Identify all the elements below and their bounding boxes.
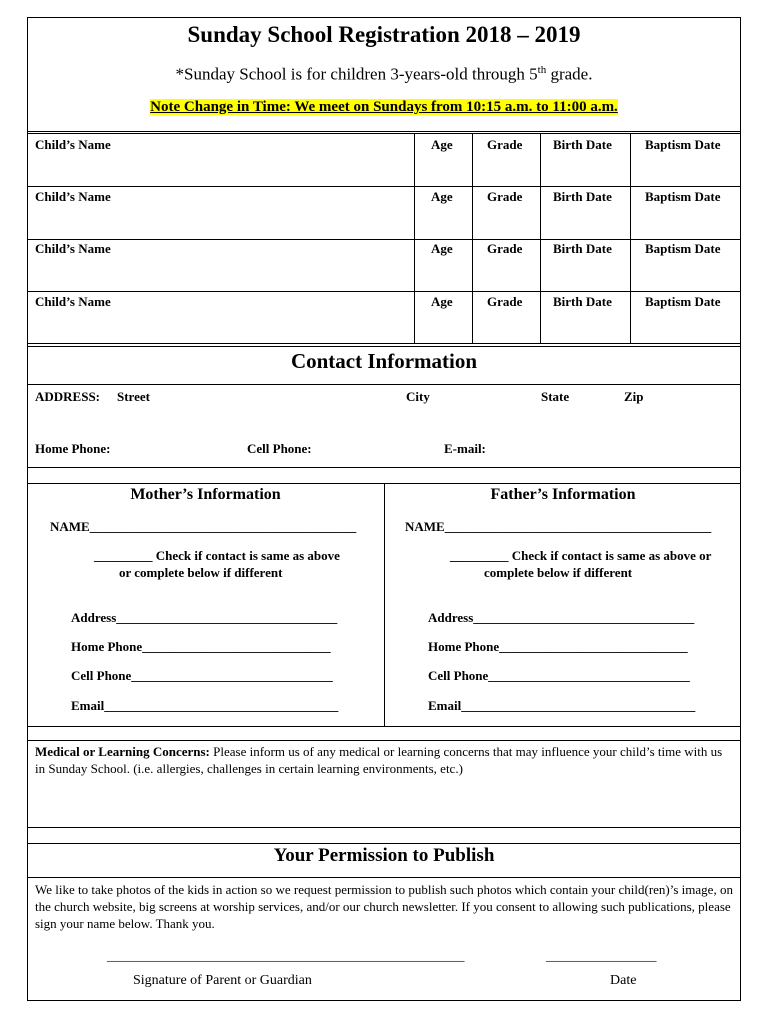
father-section-title: Father’s Information [490, 486, 636, 503]
mother-address-field[interactable]: Address__________________________________ [71, 610, 338, 625]
home-phone-field[interactable]: Home Phone: [35, 441, 111, 456]
child-grade-field[interactable]: Grade [487, 137, 523, 152]
permission-section-title: Your Permission to Publish [273, 845, 495, 866]
medical-concerns-text[interactable]: Medical or Learning Concerns: Please inform us of any medical or learning concerns that may influence your child’s time with us in Sunday School. (i.e. allergies, challenges in certain learning environments, etc.) [35, 744, 723, 776]
state-field[interactable]: State [541, 389, 570, 404]
mother-home-phone-field[interactable]: Home Phone_____________________________ [71, 639, 331, 654]
signature-line[interactable]: _______________________________________________________ [107, 948, 465, 963]
zip-field[interactable]: Zip [624, 389, 644, 404]
father-check-note: complete below if different [484, 565, 633, 580]
child-birth-date-field[interactable]: Birth Date [553, 137, 612, 152]
time-change-note: Note Change in Time: We meet on Sundays from 10:15 a.m. to 11:00 a.m. [150, 99, 618, 115]
child-birth-date-field[interactable]: Birth Date [553, 241, 612, 256]
child-age-field[interactable]: Age [431, 137, 453, 152]
child-birth-date-field[interactable]: Birth Date [553, 294, 612, 309]
mother-section-title: Mother’s Information [130, 486, 281, 503]
child-grade-field[interactable]: Grade [487, 189, 523, 204]
mother-cell-phone-field[interactable]: Cell Phone_______________________________ [71, 668, 333, 683]
mother-name-field[interactable]: NAME_________________________________________ [50, 519, 357, 534]
mother-same-contact-check[interactable]: _________ Check if contact is same as above [94, 548, 340, 563]
child-baptism-date-field[interactable]: Baptism Date [645, 241, 721, 256]
child-baptism-date-field[interactable]: Baptism Date [645, 294, 721, 309]
father-same-contact-check[interactable]: _________ Check if contact is same as above or [450, 548, 712, 563]
father-cell-phone-field[interactable]: Cell Phone_______________________________ [428, 668, 690, 683]
date-line[interactable]: _________________ [546, 948, 657, 963]
signature-label: Signature of Parent or Guardian [133, 973, 312, 988]
child-grade-field[interactable]: Grade [487, 241, 523, 256]
father-address-field[interactable]: Address__________________________________ [428, 610, 695, 625]
form-title: Sunday School Registration 2018 – 2019 [187, 22, 581, 47]
child-name-field[interactable]: Child’s Name [35, 294, 111, 309]
child-name-field[interactable]: Child’s Name [35, 241, 111, 256]
child-age-field[interactable]: Age [431, 241, 453, 256]
father-home-phone-field[interactable]: Home Phone_____________________________ [428, 639, 688, 654]
permission-text: We like to take photos of the kids in action so we request permission to publish such photos which contain your child(ren)’s image, on the church website, big screens at worship services, and/or our church newsletter. If you consent to allowing such publications, please sign your name below. Thank you. [35, 882, 733, 931]
cell-phone-field[interactable]: Cell Phone: [247, 441, 312, 456]
date-label: Date [610, 973, 637, 988]
contact-section-title: Contact Information [290, 349, 478, 373]
mother-email-field[interactable]: Email____________________________________ [71, 698, 339, 713]
child-baptism-date-field[interactable]: Baptism Date [645, 137, 721, 152]
address-label: ADDRESS: [35, 389, 101, 404]
father-email-field[interactable]: Email____________________________________ [428, 698, 696, 713]
city-field[interactable]: City [406, 389, 430, 404]
child-age-field[interactable]: Age [431, 189, 453, 204]
child-age-field[interactable]: Age [431, 294, 453, 309]
form-subtitle: *Sunday School is for children 3-years-old through 5th grade. [175, 64, 593, 84]
email-field[interactable]: E-mail: [444, 441, 486, 456]
child-name-field[interactable]: Child’s Name [35, 189, 111, 204]
child-name-field[interactable]: Child’s Name [35, 137, 111, 152]
child-grade-field[interactable]: Grade [487, 294, 523, 309]
father-name-field[interactable]: NAME_________________________________________ [405, 519, 712, 534]
street-field[interactable]: Street [117, 389, 150, 404]
child-birth-date-field[interactable]: Birth Date [553, 189, 612, 204]
mother-check-note: or complete below if different [119, 565, 283, 580]
child-baptism-date-field[interactable]: Baptism Date [645, 189, 721, 204]
